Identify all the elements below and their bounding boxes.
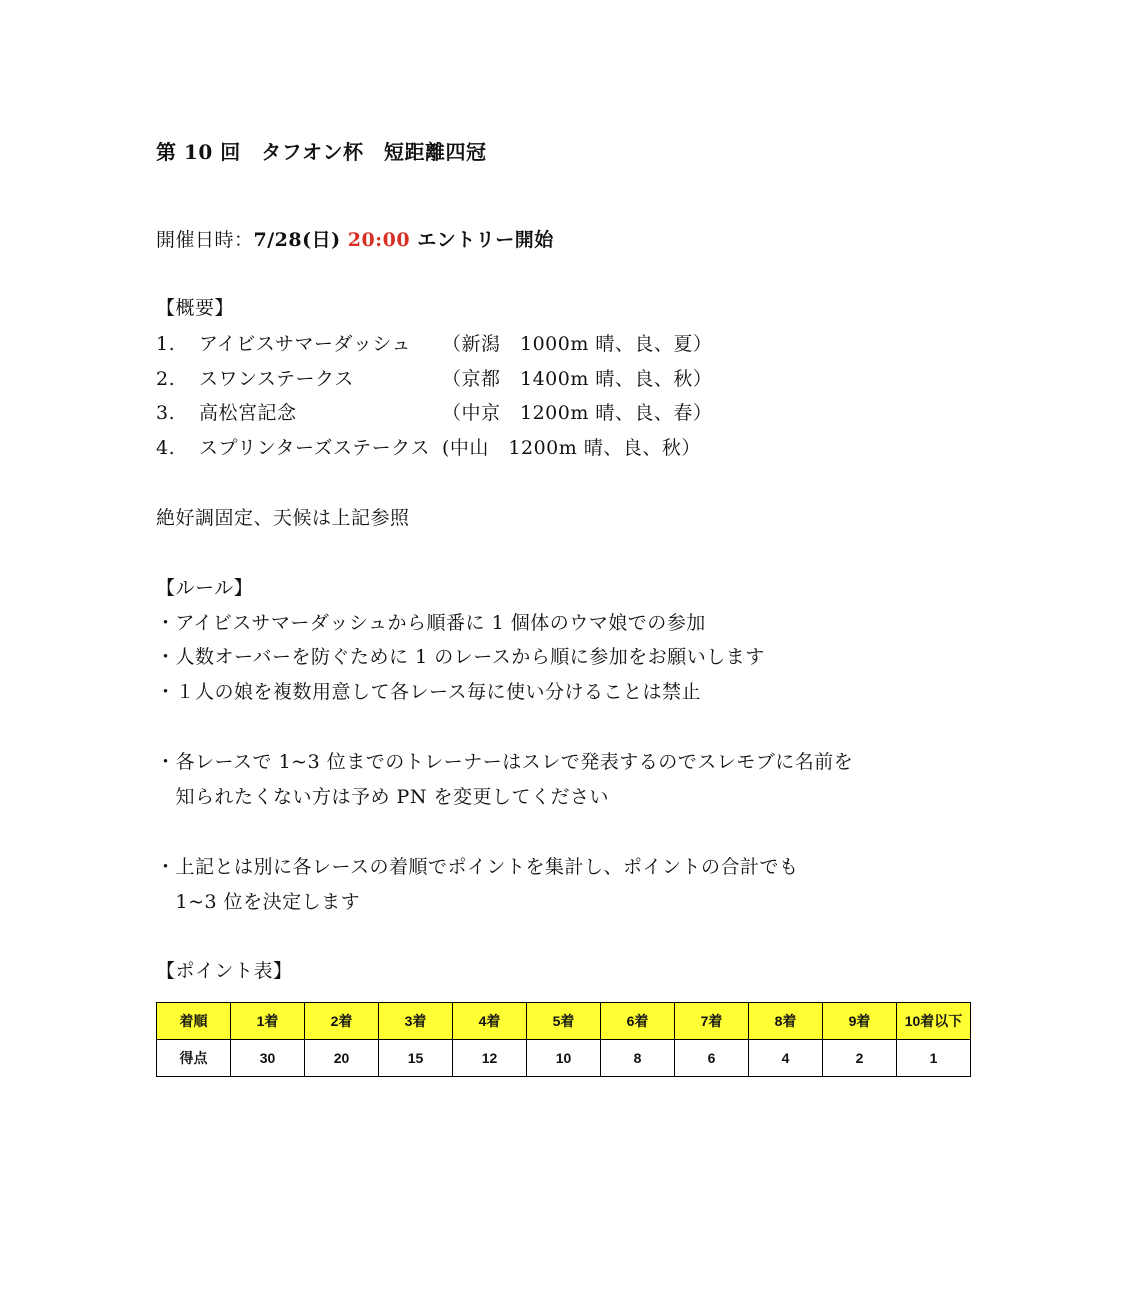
place-cell: 6着	[601, 1003, 675, 1040]
place-cell: 5着	[527, 1003, 601, 1040]
race-detail: (中山 1200m 晴、良、秋）	[442, 437, 701, 459]
points-table-header-row	[157, 1003, 971, 1040]
place-cell: 3着	[379, 1003, 453, 1040]
points-table-heading: 【ポイント表】	[156, 960, 293, 982]
score-cell: 10	[527, 1040, 601, 1077]
place-cell: 7着	[675, 1003, 749, 1040]
score-cell: 4	[749, 1040, 823, 1077]
event-date-label: 開催日時：	[156, 229, 254, 251]
points-table	[156, 1002, 971, 1077]
score-cell: 30	[231, 1040, 305, 1077]
score-cell: 2	[823, 1040, 897, 1077]
rule-item: ・アイビスサマーダッシュから順番に 1 個体のウマ娘での参加	[156, 612, 706, 634]
race-number: 1.	[156, 333, 176, 355]
score-cell: 6	[675, 1040, 749, 1077]
place-cell: 2着	[305, 1003, 379, 1040]
race-number: 4.	[156, 437, 176, 459]
event-date-line	[156, 228, 554, 252]
rule-item: ・１人の娘を複数用意して各レース毎に使い分けることは禁止	[156, 681, 702, 703]
race-name: スプリンターズステークス	[199, 437, 430, 459]
race-name: スワンステークス	[199, 368, 354, 390]
score-cell: 20	[305, 1040, 379, 1077]
place-cell: 8着	[749, 1003, 823, 1040]
rules-heading: 【ルール】	[156, 577, 254, 599]
rule-points-line2: 1~3 位を決定します	[156, 891, 361, 913]
score-cell: 8	[601, 1040, 675, 1077]
points-table-score-row	[157, 1040, 971, 1077]
document-title: 第 10 回 タフオン杯 短距離四冠	[156, 140, 487, 164]
rule-points-line1: ・上記とは別に各レースの着順でポイントを集計し、ポイントの合計でも	[156, 856, 799, 878]
row-label-place: 着順	[157, 1003, 231, 1040]
race-name: アイビスサマーダッシュ	[199, 333, 412, 355]
place-cell: 10着以下	[897, 1003, 971, 1040]
entry-start-text: エントリー開始	[410, 229, 554, 251]
race-detail: （新潟 1000m 晴、良、夏）	[442, 333, 713, 355]
event-date-value: 7/28(日)	[253, 229, 348, 251]
rule-announce-line2: 知られたくない方は予め PN を変更してください	[156, 786, 609, 808]
race-name: 高松宮記念	[199, 402, 297, 424]
row-label-score: 得点	[157, 1040, 231, 1077]
event-start-time: 20:00	[347, 229, 411, 251]
rule-item: ・人数オーバーを防ぐために 1 のレースから順に参加をお願いします	[156, 646, 765, 668]
rule-announce-line1: ・各レースで 1~3 位までのトレーナーはスレで発表するのでスレモブに名前を	[156, 751, 854, 773]
place-cell: 9着	[823, 1003, 897, 1040]
score-cell: 15	[379, 1040, 453, 1077]
overview-heading: 【概要】	[156, 297, 235, 319]
race-number: 3.	[156, 402, 176, 424]
race-detail: （中京 1200m 晴、良、春）	[442, 402, 713, 424]
race-detail: （京都 1400m 晴、良、秋）	[442, 368, 713, 390]
place-cell: 1着	[231, 1003, 305, 1040]
place-cell: 4着	[453, 1003, 527, 1040]
overview-note: 絶好調固定、天候は上記参照	[156, 507, 410, 529]
score-cell: 1	[897, 1040, 971, 1077]
race-number: 2.	[156, 368, 176, 390]
score-cell: 12	[453, 1040, 527, 1077]
